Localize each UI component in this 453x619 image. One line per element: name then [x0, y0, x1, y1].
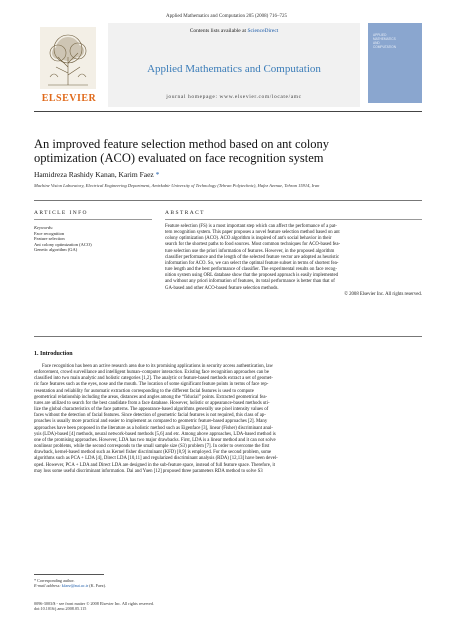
elsevier-logo[interactable] [34, 23, 104, 107]
email-suffix: (K. Faez). [88, 583, 107, 589]
author-affiliation: Machine Vision Laboratory, Electrical Engineering Department, Amirkabir University of Technology (Tehran Polytechnic), Hafez Avenue, Tehran 15914, Iran [34, 183, 320, 188]
authors-names: Hamidreza Rashidy Kanan, Karim Faez [34, 170, 154, 179]
article-title-line: optimization (ACO) evaluated on face recognition system [34, 151, 324, 165]
keyword-item: Genetic algorithm (GA) [34, 247, 78, 253]
cover-line: AND [373, 41, 380, 45]
keywords-block [34, 225, 92, 253]
footnotes [34, 578, 106, 589]
abstract-divider [165, 219, 422, 220]
intro-line: lize the global characteristics of the face patterns. The appearance-based algorithms generally use pixel intensity values of [34, 407, 269, 413]
intro-line: faces without the detection of facial features. Since detection of geometric facial features is not required, this class of ap- [34, 413, 266, 419]
intro-line: may loss some useful discriminant information. Dai and Yuen [12] proposed three parameters RDA method to solve S3 [34, 468, 263, 474]
abstract-line: nition system using ORL database show that the proposed approach is easily implemented [165, 273, 339, 279]
intro-line: ric face features such as the eyes, nose and the mouth. The location of some significant feature points in terms of face rep- [34, 382, 269, 388]
abstract-line: and without any priori information of features, its total performance is better than that of [165, 279, 335, 285]
abstract-line: colony optimization (ACO). ACO algorithm is inspired of ant's social behavior in their [165, 236, 332, 242]
abstract-line: Feature selection (FS) is a most important step which can affect the performance of a pat- [165, 224, 337, 229]
email-label: E-mail address: [34, 583, 62, 589]
header-divider [34, 111, 422, 112]
abstract-line: tern recognition system. This paper proposes a novel feature selection method based on ant [165, 230, 340, 236]
intro-line: ysis (LDA)-based [4] methods, neural network-based methods [5,6] and etc. Among above approaches, LDA-based method is [34, 431, 276, 437]
cover-text [373, 33, 396, 49]
elsevier-wordmark: ELSEVIER [41, 93, 97, 104]
footnote-divider [34, 574, 104, 575]
intro-line: enforcement, crowd surveillance and intelligent human–computer interaction. Existing face recognition approaches can be [34, 370, 269, 376]
intro-line: drawback, kernel-based method such as Kernel fisher discriminant (KFD) [8,9] is employed. For the second problem, some [34, 450, 272, 456]
keywords-label: Keywords: [34, 225, 54, 230]
contents-prefix: Contents lists available at [189, 28, 248, 34]
corresponding-author-note: * Corresponding author. [34, 578, 75, 583]
cover-line: APPLIED [373, 33, 387, 37]
footer-identifiers [34, 601, 154, 612]
intro-line: one of the promising approaches. However, LDA has two major drawbacks. First, LDA is a linear method and it can not solve [34, 437, 276, 443]
intro-line: oped. However, PCA + LDA and Direct LDA are designed in the sub-feature space, instead of full feature space. Therefore, it [34, 462, 275, 468]
abstract-heading: ABSTRACT [165, 210, 205, 216]
journal-header [34, 23, 422, 107]
issn-line: 0096-3003/$ - see front matter © 2008 Elsevier Inc. All rights reserved. [34, 601, 155, 606]
doi-link[interactable]: doi:10.1016/j.amc.2008.05.115 [34, 606, 87, 612]
sciencedirect-link[interactable]: ScienceDirect [247, 28, 279, 34]
copyright-notice: © 2008 Elsevier Inc. All rights reserved. [344, 291, 422, 297]
corresponding-author-mark[interactable]: * [153, 170, 160, 179]
article-info-divider [34, 219, 152, 220]
keyword-item: Face recognition [34, 230, 65, 236]
intro-line: proaches is usually more practical and easier to implement as compared to geometric feature-based approaches [2]. Many [34, 419, 268, 425]
running-head: Applied Mathematics and Computation 205 (2008) 716–725 [165, 14, 288, 19]
contents-line [108, 28, 360, 34]
abstract-bottom-divider [34, 336, 422, 337]
journal-banner [108, 23, 360, 107]
journal-title: Applied Mathematics and Computation [147, 63, 321, 75]
intro-line: approaches have been proposed in the literature as a holistic method such as Eigenface [3], linear (Fisher) discriminant anal- [34, 425, 273, 431]
abstract-text [165, 224, 422, 298]
abstract-line: GA-based and other ACO-based feature selection methods. [165, 285, 279, 291]
email-line [34, 583, 106, 588]
article-info-heading: ARTICLE INFO [34, 210, 88, 216]
introduction-body [34, 364, 422, 475]
intro-line: algorithms such as PCA + LDA [4], Direct LDA [10,11] and regularized discriminant analysis (RDA) [12,13] have been devel- [34, 456, 278, 462]
elsevier-tree-icon [40, 27, 96, 89]
intro-line: resentation and reliability for automatic extraction corresponding to the different facial features is used to compute [34, 388, 254, 394]
section-heading-introduction: 1. Introduction [34, 351, 73, 357]
title-divider [34, 200, 422, 201]
abstract-line: classifier performance and the length of the selected feature vector are adopted as heuristic [165, 254, 340, 260]
intro-line: geometrical relationship including the areas, distances and angles among the “fiducial” points. Extracted geometrical fea- [34, 394, 268, 400]
keyword-item: Ant colony optimization (ACO) [34, 241, 92, 247]
email-link[interactable]: kfaez@aut.ac.ir [61, 583, 89, 589]
journal-homepage-link[interactable]: journal homepage: www.elsevier.com/locate/amc [166, 94, 302, 100]
abstract-line: ture selection use the priori information of features. However, in the proposed algorithm [165, 248, 335, 254]
intro-line: nonlinear problems, while the second corresponds to the small sample size (S3) problem [7]. In order to overcome the first [34, 444, 270, 450]
cover-line: COMPUTATION [373, 45, 397, 49]
abstract-line: search for the shortest paths to food sources. Most common techniques for ACO-based fea- [165, 242, 341, 248]
author-list [34, 170, 159, 179]
abstract-line: information for ACO. So, we can select the optimal feature subset in terms of shortest fea- [165, 260, 339, 266]
article-title-line: An improved feature selection method based on ant colony [34, 137, 330, 151]
keyword-item: Feature selection [34, 236, 65, 242]
article-title [34, 137, 424, 165]
intro-line: tures are utilized to search for the best candidate from a face database. However, holistic or appearance-based methods uti- [34, 400, 270, 406]
journal-cover-thumbnail[interactable] [368, 23, 422, 103]
intro-line: classified into two main analytic and holistic categories [1,2]. The analytic or feature-based methods extract a set of geomet- [34, 376, 273, 382]
abstract-line: ture length and the best performance of classifier. The experimental results on face recog- [165, 267, 337, 273]
intro-line: Face recognition has been an active research area due to its promising applications in security access authentication, law [42, 364, 273, 369]
cover-line: MATHEMATICS [373, 37, 396, 41]
